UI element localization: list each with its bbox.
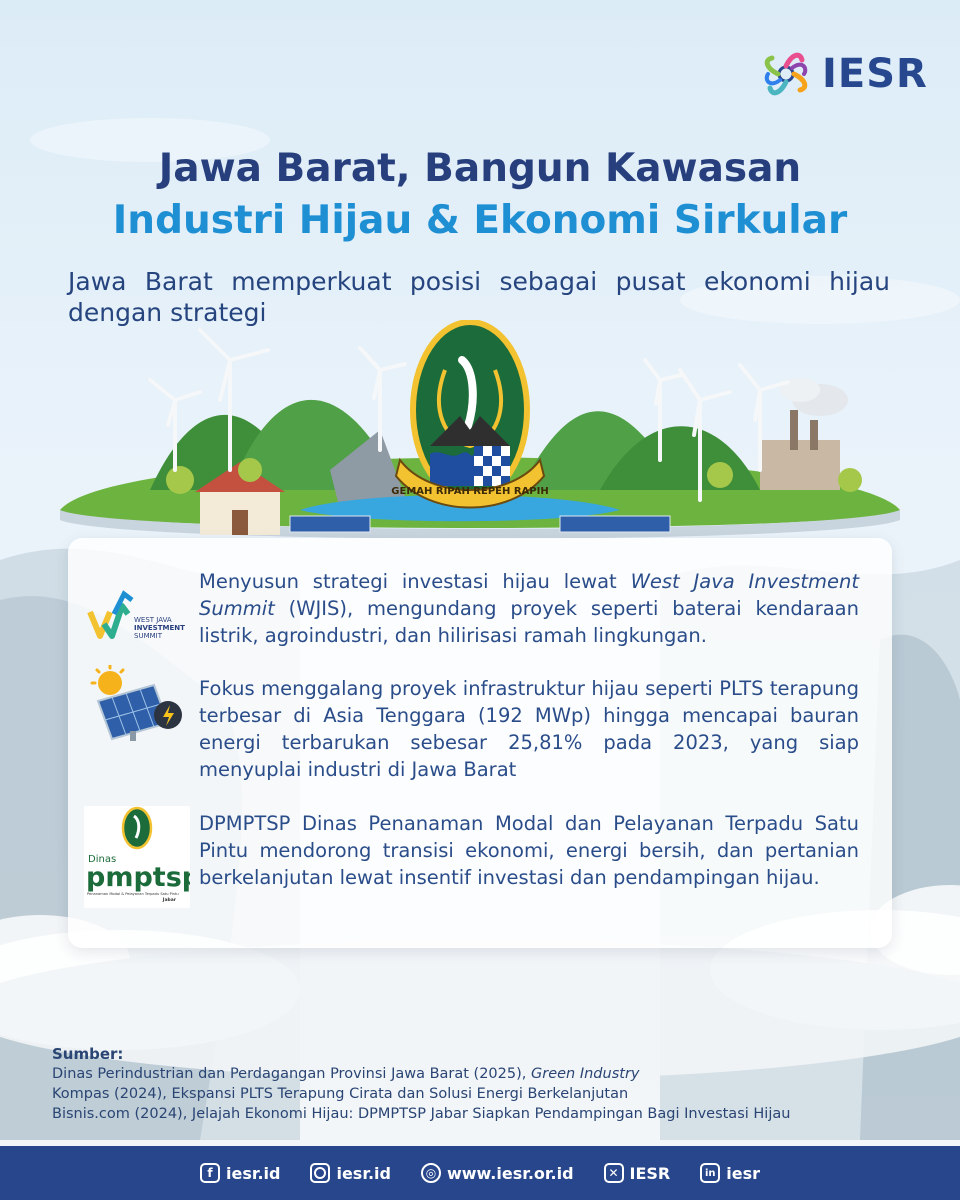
instagram-link[interactable] [310, 1163, 390, 1183]
subtitle: Jawa Barat memperkuat posisi sebagai pusat ekonomi hijau dengan strategi [68, 267, 890, 327]
dpmptsp-logo-sub: Penanaman Modal & Pelayanan Terpadu Satu Pintu [87, 892, 179, 896]
wjis-text-italic: West Java Investment Summit [199, 570, 859, 620]
wjis-logo-icon [84, 586, 194, 646]
x-link[interactable] [604, 1163, 671, 1183]
green-industry-illustration [0, 320, 960, 550]
facebook-handle: iesr.id [225, 1163, 281, 1183]
wjis-text-after: (WJIS), mengundang proyek seperti baterai kendaraan listrik, agroindustri, dan hilirisasi ramah lingkungan. [199, 597, 859, 647]
plts-description: Fokus menggalang proyek infrastruktur hijau seperti PLTS terapung terbesar di Asia Tenggara (192 MWp) hingga mencapai bauran energi terbarukan sebesar 25,81% pada 2023, yang siap menyuplai industri di Jawa Barat [199, 677, 859, 781]
facebook-icon: f [200, 1163, 220, 1183]
linkedin-handle: iesr [726, 1163, 760, 1183]
wjis-description [199, 568, 859, 649]
iesr-flower-icon [756, 44, 816, 104]
dpmptsp-logo-graphic [84, 806, 190, 908]
x-handle: IESR [629, 1163, 671, 1183]
dpmptsp-logo-region: Jabar [162, 898, 176, 903]
iesr-logo [756, 44, 928, 104]
facebook-link[interactable] [200, 1163, 280, 1183]
wjis-logo-text-3: SUMMIT [134, 632, 162, 640]
globe-icon: ◎ [421, 1163, 441, 1183]
linkedin-link[interactable] [700, 1163, 760, 1183]
website-link[interactable] [421, 1163, 574, 1183]
title-line-1: Jawa Barat, Bangun Kawasan [158, 146, 802, 191]
instagram-handle: iesr.id [336, 1163, 391, 1183]
source-line-1-text: Dinas Perindustrian dan Perdagangan Provinsi Jawa Barat (2025), [52, 1066, 531, 1082]
website-url: www.iesr.or.id [446, 1163, 574, 1183]
linkedin-icon: in [700, 1163, 720, 1183]
title-line-2: Industri Hijau & Ekonomi Sirkular [112, 198, 848, 243]
source-line-1 [52, 1064, 790, 1084]
west-java-emblem [391, 322, 548, 508]
wjis-logo-text-1: WEST JAVA [134, 616, 172, 624]
x-icon: ✕ [604, 1163, 624, 1183]
source-line-1-italic: Green Industry [531, 1066, 640, 1082]
footer-social-bar [0, 1146, 960, 1200]
dpmptsp-logo-dinas: Dinas [88, 854, 117, 865]
wjis-text-before: Menyusun strategi investasi hijau lewat [199, 570, 631, 593]
source-line-3: Bisnis.com (2024), Jelajah Ekonomi Hijau: DPMPTSP Jabar Siapkan Pendampingan Bagi Investasi Hijau [52, 1106, 791, 1122]
sources-heading: Sumber: [52, 1045, 124, 1063]
instagram-icon [310, 1163, 330, 1183]
strategy-card [68, 538, 892, 948]
brand-name: IESR [822, 51, 928, 97]
wjis-logo-text-2: INVESTMENT [134, 624, 185, 632]
dpmptsp-description: DPMPTSP Dinas Penanaman Modal dan Pelayanan Terpadu Satu Pintu mendorong transisi ekonomi, energi bersih, dan pertanian berkelanjutan lewat insentif investasi dan pendampingan hijau. [199, 812, 859, 889]
source-line-2: Kompas (2024), Ekspansi PLTS Terapung Cirata dan Solusi Energi Berkelanjutan [52, 1086, 629, 1102]
dpmptsp-logo [84, 806, 190, 908]
sources-section [52, 1044, 790, 1124]
dpmptsp-logo-main: pmptsp [86, 862, 190, 893]
emblem-motto: GEMAH RIPAH REPEH RAPIH [391, 486, 549, 497]
solar-panel-icon [84, 665, 194, 745]
